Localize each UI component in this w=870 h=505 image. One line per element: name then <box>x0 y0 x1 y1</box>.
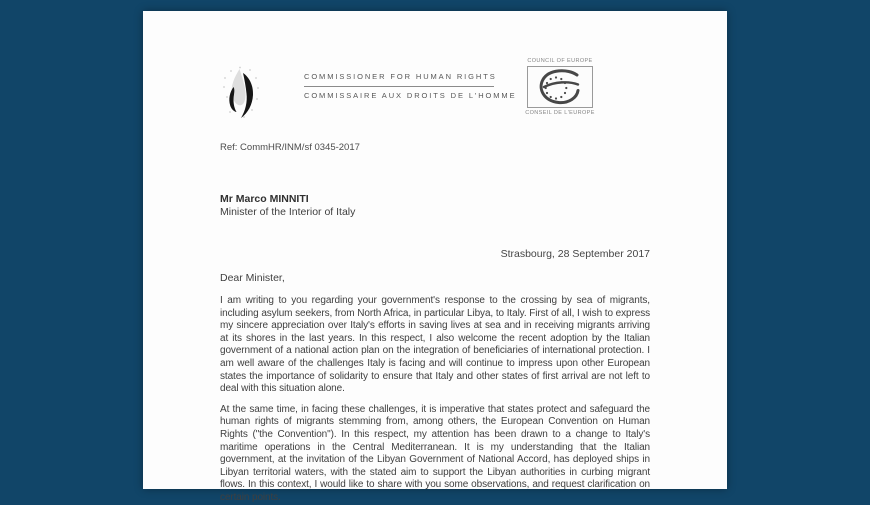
coe-e-emblem-icon <box>528 67 592 107</box>
dateline: Strasbourg, 28 September 2017 <box>500 248 650 260</box>
org-title-en: COMMISSIONER FOR HUMAN RIGHTS <box>304 72 497 81</box>
recipient-name: Mr Marco MINNITI <box>220 193 309 205</box>
org-title-fr: COMMISSAIRE AUX DROITS DE L'HOMME <box>304 91 517 100</box>
coe-caption-en: COUNCIL OF EUROPE <box>527 58 593 64</box>
org-title-divider <box>304 86 494 87</box>
coe-caption-fr: CONSEIL DE L'EUROPE <box>525 110 595 116</box>
body-paragraph-1: I am writing to you regarding your government's response to the crossing by sea of migrants, including asylum seekers, from North Africa, in particular Libya, to Italy. First of all, I wish to express my sincere appreciation over Italy's efforts in saving lives at sea and in receiving migrants arriving at its shores in the last years. In this respect, I also welcome the recent adoption by the Italian government of a national action plan on the integration of beneficiaries of international protection. I am well aware of the challenges Italy is facing and will continue to impress upon other European states the importance of solidarity to ensure that Italy and other states of first arrival are not left to deal with this situation alone. <box>220 295 650 395</box>
salutation: Dear Minister, <box>220 272 285 284</box>
council-of-europe-logo <box>524 58 596 116</box>
org-titles <box>304 72 517 100</box>
letter-content <box>220 57 650 505</box>
reference-line: Ref: CommHR/INM/sf 0345-2017 <box>220 142 360 153</box>
addressee-block <box>220 193 650 219</box>
recipient-title: Minister of the Interior of Italy <box>220 206 356 218</box>
coe-emblem-box <box>527 66 593 108</box>
body-paragraph-2: At the same time, in facing these challenges, it is imperative that states protect and safeguard the human rights of migrants stemming from, among others, the European Convention on Human Rights ("the Convention"). In this respect, my attention has been drawn to a change to Italy's maritime operations in the Central Mediterranean. It is my understanding that the Italian government, at the invitation of the Libyan Government of National Accord, has deployed ships in Libyan territorial waters, with the stated aim to support the Libyan authorities in curbing migrant flows. In this context, I would like to share with you some observations, and request clarification on certain points. <box>220 403 650 503</box>
commissioner-flame-logo-icon <box>221 66 261 120</box>
letterhead <box>220 57 650 127</box>
scanned-letter-page <box>143 11 727 503</box>
